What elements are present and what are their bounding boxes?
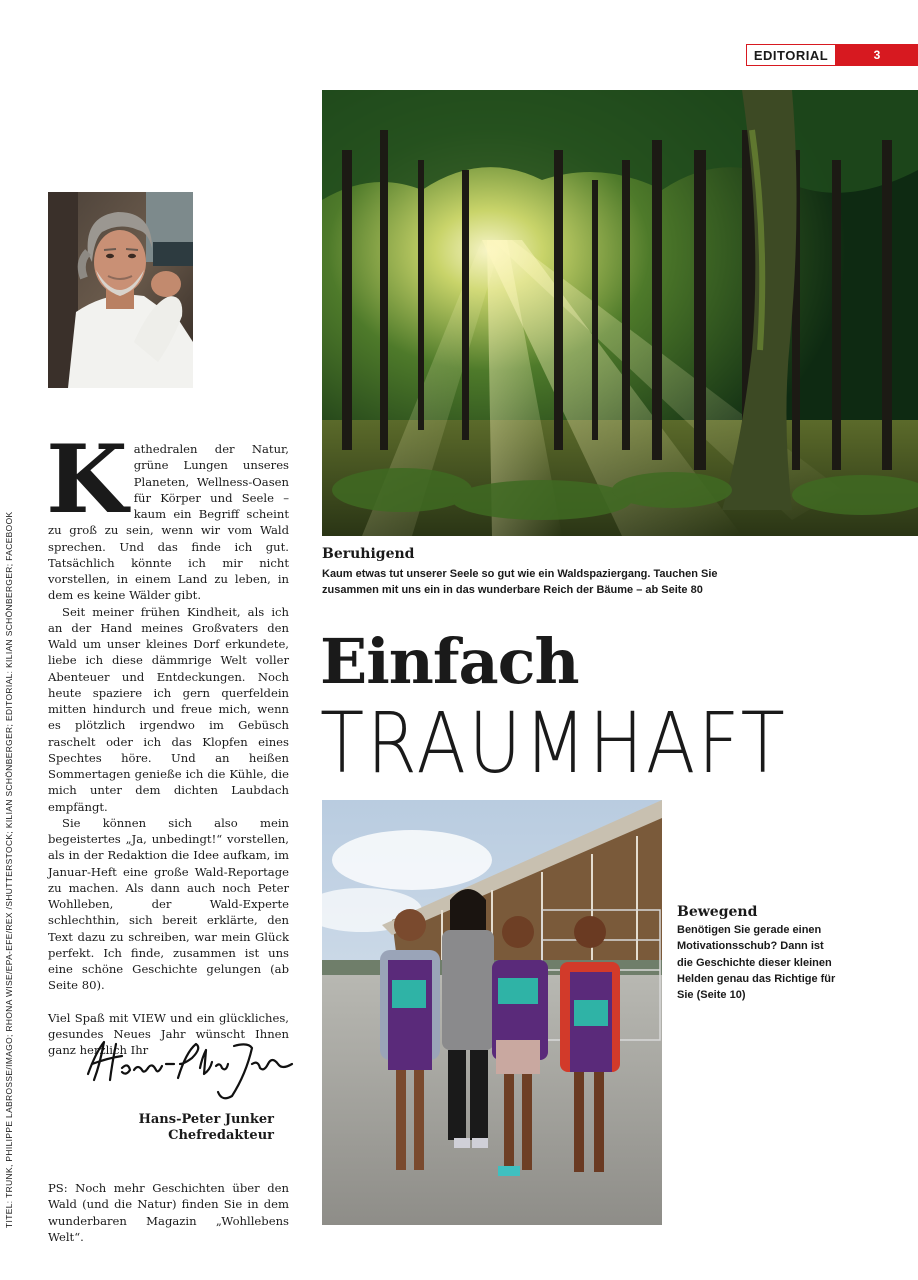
headline-line-2: TRAUMHAFT — [320, 694, 788, 792]
section-tag — [746, 44, 918, 66]
paragraph-4: Viel Spaß mit VIEW und ein glückliches, gesundes Neues Jahr wünscht Ihnen ganz herzlich Ihr — [48, 1010, 289, 1057]
postscript: PS: Noch mehr Geschichten über den Wald (und die Natur) finden Sie in dem wunderbaren Magazin „Wohllebens Welt“. — [48, 1181, 289, 1244]
caption-text-forest: Kaum etwas tut unserer Seele so gut wie ein Waldspaziergang. Tauchen Sie zusammen mit uns ein in das wunderbare Reich der Bäume – ab Seite 80 — [322, 568, 718, 596]
page-number: 3 — [836, 44, 918, 66]
section-label: EDITORIAL — [746, 44, 836, 66]
paragraph-3: Sie können sich also mein begeistertes „Ja, unbedingt!“ vorstellen, als in der Redaktion die Idee aufkam, im Januar-Heft eine große Wald-Reportage zu machen. Als dann auch noch Peter Wohlleben, der Wald-Experte schlechthin, sich bereit erklärte, den Text dazu zu schreiben, war mein Glück perfekt. Ich finde, zusammen ist uns eine schöne Geschichte gelungen (ab Seite 80). — [48, 815, 289, 993]
forest-photo — [322, 90, 918, 536]
caption-title-runners: Bewegend — [677, 904, 758, 920]
paragraph-1: athedralen der Natur, grüne Lungen unseres Planeten, Wellness-Oasen für Körper und Seele – kaum ein Begriff scheint zu groß zu sein, wenn wir vom Wald sprechen. Und das finde ich gut. Tatsächlich könnte ich mir nicht vorstellen, in einem Land zu leben, in dem es keine Wälder gibt. — [48, 442, 289, 603]
signature — [82, 1034, 297, 1104]
paragraph-2: Seit meiner frühen Kindheit, als ich an der Hand meines Großvaters den Wald um unser kleines Dorf erkundete, liebe ich diese dämmrige Welt voller Abenteuer und Entdeckungen. Noch heute spaziere ich gern querfeldein mitten hindurch und freue mich, wenn es plötzlich irgendwo im Gebüsch raschelt oder ich das Klopfen eines Spechtes höre. Und an heißen Sommertagen genieße ich die Kühle, die mich unter dem dichten Laubdach empfängt. — [48, 604, 289, 814]
drop-cap: K — [46, 425, 128, 535]
caption-text-runners: Benötigen Sie gerade einen Motivationsschub? Dann ist die Geschichte dieser kleinen Helden genau das Richtige für Sie (Seite 10) — [677, 924, 836, 1002]
runners-photo — [322, 800, 662, 1225]
editorial-body — [46, 425, 289, 1058]
caption-title-forest: Beruhigend — [322, 546, 415, 562]
signer-name: Hans-Peter Junker — [138, 1112, 274, 1127]
photo-credits: TITEL: TRUNK, PHILIPPE LABROSSE/IMAGO; RHONA WISE/EPA-EFE/REX /SHUTTERSTOCK; KILIAN SCHÖNBERGER; EDITORIAL: KILIAN SCHÖNBERGER; FACEBOOK — [4, 511, 14, 1228]
headline-line-1: Einfach — [320, 625, 579, 698]
author-portrait — [48, 192, 193, 388]
signer-role: Chefredakteur — [168, 1128, 274, 1143]
